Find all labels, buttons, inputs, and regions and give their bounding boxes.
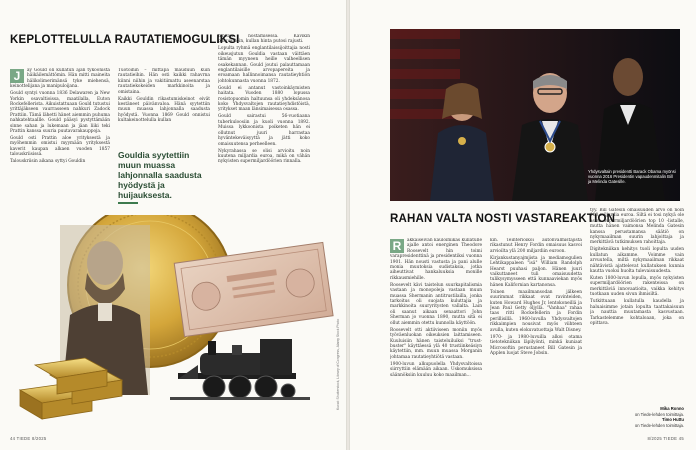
gould-collage-illustration — [0, 215, 346, 430]
paragraph: 1970- ja 1980-luvuilla alkoi otama tietotekniikan läpilyönti, minkä kuniaat Microsoftin perustaneet Bill Gatesin ja Applen luojat Steve Jobsin. — [490, 334, 582, 356]
paragraph: Gould sairastui 56-vuotiaana tuberkuloosiin ja kuoli vuonna 1892. Muissa lykkoonista poiketen hän ei ollutnut juuri harrastaa hyväntekeväisyyttä ja jätti koko omaisuutensa perheelleen. — [218, 114, 310, 147]
paragraph: hinnan nostamisessa. Kävikin päinvastoin, kullan hinta putosi rajusti. — [218, 34, 310, 45]
text-column-1-right — [390, 238, 482, 413]
left-page — [0, 0, 346, 450]
text-column-2-right — [490, 238, 582, 413]
pull-quote: Gouldia syytettiin muun muassa lahjonnalla saadusta hyödystä ja huijauksesta. — [118, 150, 202, 200]
paragraph: Digitekniikan kehitys tuoli lopulta uuden kullatun aikamme. Voimme vain arvuutella, miltä nykymaailman rikkaat nähtävistä ajattelevat kullatuksen kunnia kautta vuoksi huolta tulevaisuudesta. — [590, 247, 684, 275]
dropcap-r: R — [390, 239, 404, 253]
paragraph: ay Gould oli kullatun ajan tykoonista häikäilemättömin. Hän mitti maineita hälikolimerimänsä tyke miehensä, keinottelijana ja manipuloijana. — [10, 68, 110, 90]
right-page — [350, 0, 696, 450]
paragraph: 1900-luvun alkupuolella Yhdysvaltoissa siirryttiin elämään aikaan. Uskomuksissa säännöksiin kuuluu koko maailman... — [390, 361, 482, 378]
paragraph: kin. Teinteriöikoi autonvalmistajista rikastunut Henry Fordin omaisuus kasvoi arvioilta ylä 200 miljardiin euroon. — [490, 238, 582, 254]
paragraph: Tutkittuaan kullatulla kaudella ja haluaisimme jotain lopulta taattakaisuun ja nauttia muutamasta kasvustaan. Tarkastelemme kohtaloaan, joka on opittava. — [590, 299, 684, 326]
obama-gates-photo — [390, 29, 680, 201]
paragraph: Toinen maailmansodan jälkeen suurimmat rikkaat ovat ravinteiden, kuten Howard Hughes Jr, lentokoneillä ja Jean Paul Getty öljyllä. "Vanhaa" rahaa taas ritti Rockefellerin ja Fordin perillisillä. 1960-luvulla Yhdysvaltojen rikkaimpien nousivat myös viihteen avulla, kuten elokuvatuottaja Walt Disney. — [490, 289, 582, 333]
author-role: on Tiede-lehden toimittaja. — [634, 422, 684, 428]
text-column-2-left — [118, 68, 210, 148]
paragraph: Gould osti Prattin aloe yrityksestä ja myöhemmin omistui myymään yrityksestä kaverit kaupan alkaen vuoden 1857 talouskriisissä. — [10, 136, 110, 158]
paragraph: Roosevelt otti aktiiviseen moniin myös työväenluokan oikeuksien laittamiseen. Kuuluisiin hänen taisteluiluiksi "trust-buster" käyttäessä ylä 40 trustiinkeäsiyn käytettiin, mm. muun muassa Morganin johtamaa rautatieyhtiötä vastaan. — [390, 327, 482, 360]
paragraph: tyy. Bill Gatesin omaisuuden arvo on noin 100 miljardia euroa. Siltä ei tosi nykyä ole asiaa supermiljardöörien top 10 -listalle, mutta hänen vaimonsa Melinda Gatesin kanssa perustamansa säätiö on nykymaailman suurin lahjoittaja ja merkittävä tutkimuksen rahoittaja. — [590, 208, 684, 246]
paragraph: Roosevelt kävi taistelun suurkapitalismia vastaan ja monopoleja vastaan muun muassa Shermanin antitrustilailla, jonka tarkoitus oli suojata kuluttajia ja markkinoita suuryritysten vallalta. Lain oli saanut aikaan senaattori John Sherman jo vuonna 1890, mutta sitä ei ollut aiemmin otettu kunnolla käyttöön. — [390, 282, 482, 326]
article-headline-right: RAHAN VALTA NOSTI VASTAREAKTION — [390, 213, 616, 225]
paragraph: Talouskriisin aikana syttyi Gouldin — [10, 159, 86, 165]
paragraph: Kuten 1800-luvun lopulla, myös nykyisten supermiljardöörien rakenteissa on merkittäviä innovaatioita, vaikka kehitys tuotkaan uuden sivun ihmisiltä. — [590, 276, 684, 298]
text-column-3-left — [218, 34, 310, 212]
paragraph: Nykyrahassa se olisi arvioitu noin kuutena miljardia euroa, mikä on vähän nykyisten supermiljardöörien rinnalla. — [218, 148, 310, 165]
article-headline-left: KEPLOTTELULLA RAUTATIEMOGULIKSI — [10, 34, 240, 46]
text-column-1-left — [10, 68, 110, 218]
paragraph: Gould syntyi vuonna 1836 Delawaren ja New Yorkin osavaltioissa, maatilalla, Euton Rockefellerista. Aikuistattuaan Gould tutustui yrittäjäkseen vaurrasseen nahkuri Zadock Prattiin. Tämä lähetti hänet aiemmin puhuma nahkatehtaallle. Gould pääsyi pystyttämään sinne sahan ja lukemaan ja jäan liiki teki Prattin kanssa suuria puutavarakauppoja. — [10, 91, 110, 135]
author-role: on Tiede-lehden toimittaja. — [634, 411, 684, 417]
author-name: Timo Huttu — [661, 417, 684, 423]
page-number-right: 8/2025 TIEDE 45 — [647, 436, 684, 441]
paragraph: akkaiseivan kauloimikas kullatulle ajalle antoi energinen Theodore Roosevelt hin toimi varapresidenttinä ja presidentiksi vuonna 1901. Hän nousti vastusta ja pani alulle monia muutoksia sudistaksia, jotka aiheuttivat hankaluuksia monille rikkausmiehille. — [390, 238, 482, 281]
paragraph: Gould ei antanut vastoinkäymisten haitata. Vuoden 1880 lopussa rosistopuomin haltuunsa oli yhdeksänosa koko Yhdysvaltojen rautatieyhdistöistä, yritykset maan länsimaisessa osassa. — [218, 85, 310, 113]
paragraph: Kaikki Gouldin rikastumiskeinot eivät kestäneet päivänvaloa. Hänä syytettiin muun muassa lahjonnalla saadusta hyödystä. Vuonna 1869 Gould onnistui kultakeinottelulla kullan — [118, 96, 210, 124]
paragraph: Kirjankustanyajmjista ja mediamogulien Lehtikappaleen "isä" William Randolph Hearst puuhasi paljon. Hänen juuri vaikuttaneet tuli omaisuudetta tulikysymysseen että kunnaaviekan myös hänen Kalifornian kartanonsa. — [490, 255, 582, 288]
text-column-3-right — [590, 208, 684, 386]
author-name: Mika Ronno — [660, 406, 684, 412]
photo-credit: Kuvat: Shutterstock, Library of Congress, Alamy Stock Photo — [336, 318, 340, 410]
paragraph: Lopulta ryhmä englantilaissijoittajia nosti oikeusjutun Gouldia vastaan väittäen tämän myyneen heille valheellisen osakekannan. Gould joutui palauttamaan englantilaisille arvopapereita ja eroamaan hallinnoimansa rautatieyhtiön johtokunnasta vuonna 1872. — [218, 46, 310, 84]
photo-caption: Yhdysvaltain presidentti Barack Obama myönsi vuonna 2016 Presidentin vapaudenmitalin Bill ja Melinda Gatesille. — [588, 169, 676, 185]
page-number-left: 44 TIEDE 8/2025 — [10, 436, 47, 441]
paragraph: Tuotoihin – mittäpä mauduun kuin rautatieihin. Hän osti kaikki rahavrna kiinni niihin ja vakitiimattu aseenarstaa rautatiekokeiden markkinoita ja omistaina. — [118, 68, 210, 95]
dropcap-j: J — [10, 69, 24, 83]
author-byline — [635, 406, 684, 428]
pull-quote-rule — [118, 202, 138, 204]
